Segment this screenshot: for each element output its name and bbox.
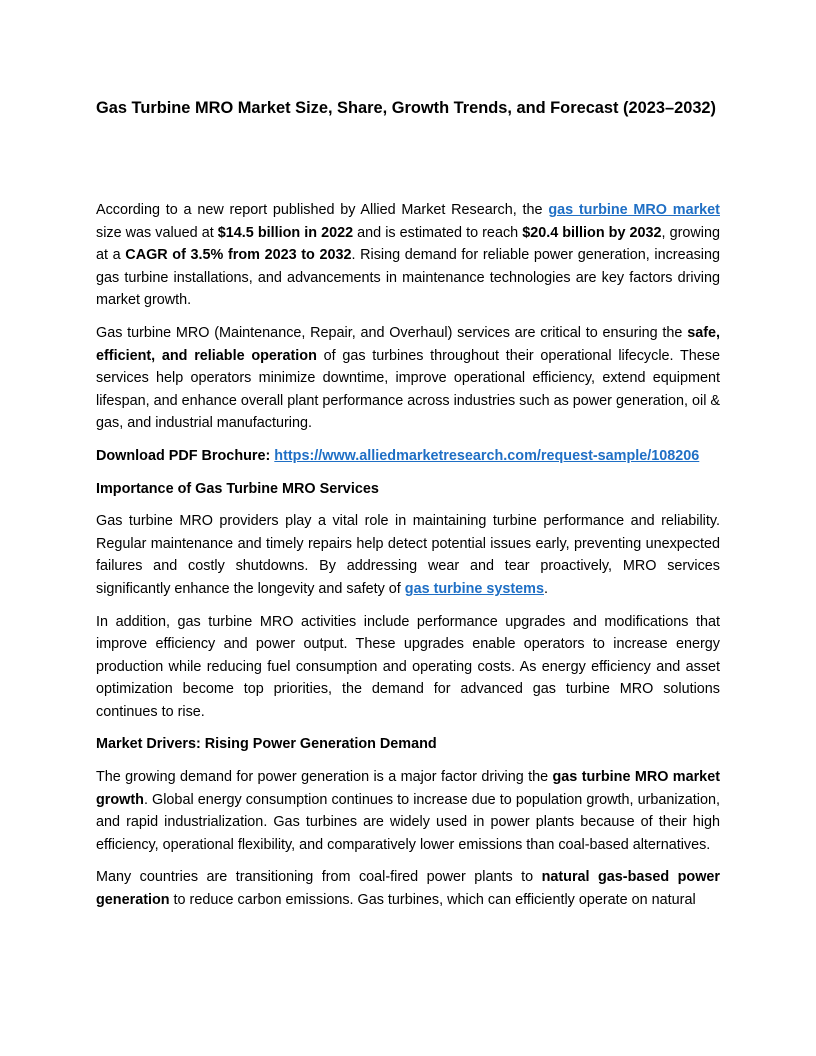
bold-phrase: natural gas-based power generation <box>96 869 720 909</box>
text-segment: The growing demand for power generation is a major factor driving the <box>96 769 553 786</box>
text-segment: Gas turbine MRO (Maintenance, Repair, and Overhaul) services are critical to ensuring the <box>96 324 688 341</box>
text-segment: Many countries are transitioning from coal-fired power plants to <box>96 869 542 886</box>
download-brochure-line <box>96 445 720 468</box>
brochure-url-link[interactable]: https://www.alliedmarketresearch.com/request-sample/108206 <box>274 447 700 464</box>
market-value-2032: $20.4 billion by 2032 <box>522 224 662 241</box>
bold-phrase: gas turbine MRO market growth <box>96 769 720 808</box>
market-value-2022: $14.5 billion in 2022 <box>217 224 354 241</box>
text-segment: , growing at a <box>96 224 720 264</box>
page-title: Gas Turbine MRO Market Size, Share, Growth Trends, and Forecast (2023–2032) <box>96 99 717 117</box>
gas-turbine-mro-market-link[interactable]: gas turbine MRO market <box>548 202 720 218</box>
text-segment: of gas turbines throughout their operational lifecycle. These services help operators minimize downtime, improve operational efficiency, extend equipment lifespan, and enhance overall plant performance across industries such as power generation, oil & gas, and industrial manufacturing. <box>96 347 720 432</box>
cagr-value: CAGR of 3.5% from 2023 to 2032 <box>125 247 352 264</box>
paragraph-power-demand <box>96 766 720 856</box>
paragraph-market-overview <box>96 199 720 312</box>
gas-turbine-systems-link[interactable]: gas turbine systems <box>404 580 544 597</box>
bold-phrase: safe, efficient, and reliable operation <box>96 324 720 364</box>
download-label: Download PDF Brochure: <box>96 447 275 464</box>
text-segment: Gas turbine MRO providers play a vital role in maintaining turbine performance and reliability. Regular maintenance and timely repairs help detect potential issues early, preventing unexpected failures and costly shutdowns. By addressing wear and tear proactively, MRO services significantly enhance the longevity and safety of <box>96 513 720 597</box>
text-segment: to reduce carbon emissions. Gas turbines, which can efficiently operate on natural <box>169 892 696 909</box>
text-segment: . Rising demand for reliable power generation, increasing gas turbine installations, and advancements in maintenance technologies are key factors driving market growth. <box>96 247 720 309</box>
section-heading-importance: Importance of Gas Turbine MRO Services <box>96 480 379 497</box>
text-segment: According to a new report published by Allied Market Research, the <box>96 202 549 218</box>
text-segment: and is estimated to reach <box>353 224 523 241</box>
text-segment: size was valued at <box>96 224 218 241</box>
paragraph-transition <box>96 866 720 911</box>
document-body <box>96 199 720 922</box>
section-heading-market-drivers: Market Drivers: Rising Power Generation Demand <box>96 736 437 753</box>
text-segment: . <box>543 580 548 597</box>
paragraph-mro-definition <box>96 322 720 435</box>
paragraph-upgrades: In addition, gas turbine MRO activities include performance upgrades and modifications that improve efficiency and power output. These upgrades enable operators to increase energy production while reducing fuel consumption and operating costs. As energy efficiency and asset optimization become top priorities, the demand for advanced gas turbine MRO solutions continues to rise. <box>96 613 720 720</box>
paragraph-importance <box>96 510 720 600</box>
text-segment: . Global energy consumption continues to increase due to population growth, urbanization, and rapid industrialization. Gas turbines are widely used in power plants because of their high efficiency, operational flexibility, and comparatively lower emissions than coal-based alternatives. <box>96 791 720 853</box>
